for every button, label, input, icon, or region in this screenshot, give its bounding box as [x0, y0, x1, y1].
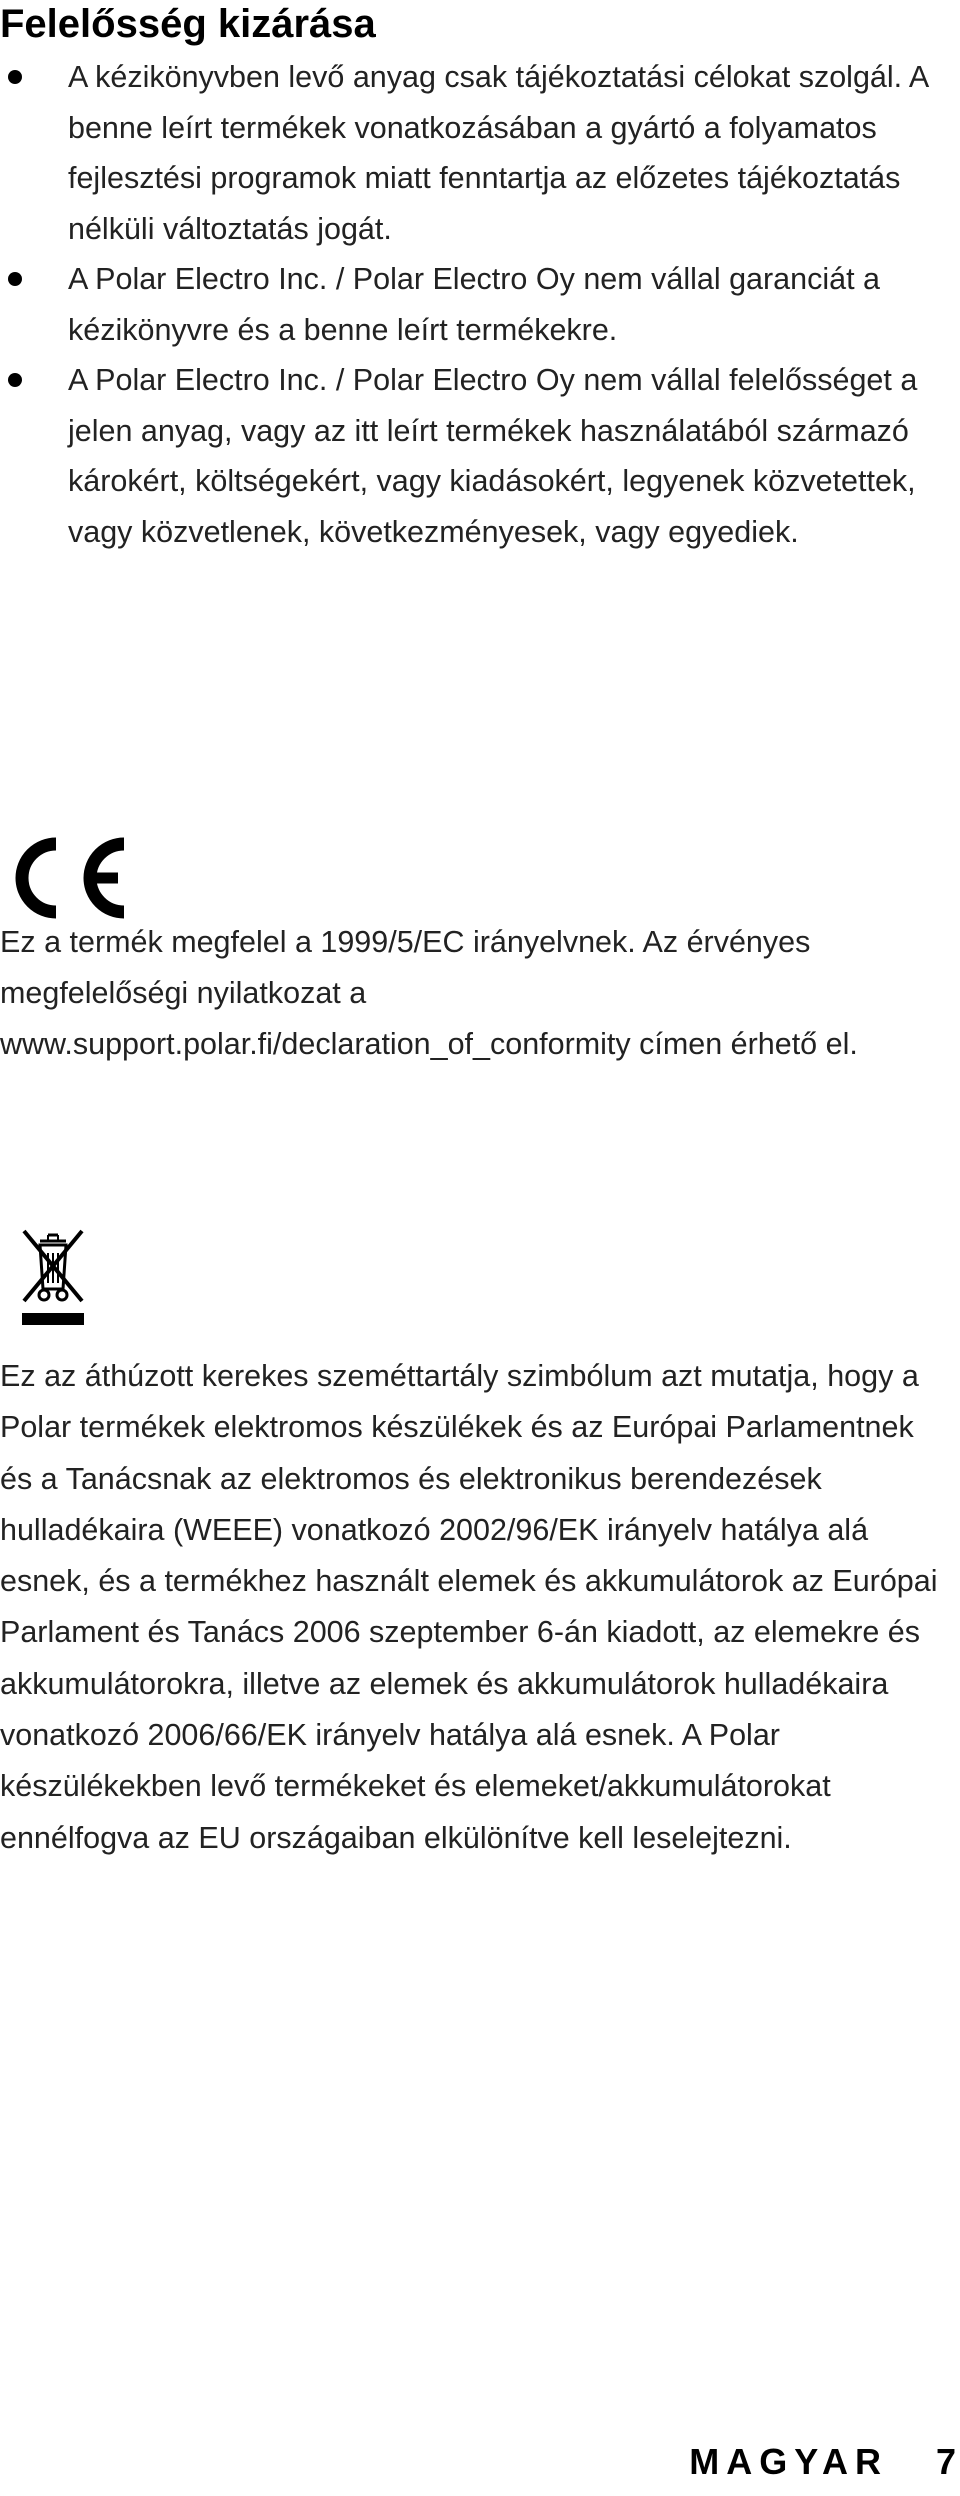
bullet-icon — [8, 373, 22, 387]
list-item-text: A Polar Electro Inc. / Polar Electro Oy nem vállal felelősséget a jelen anyag, vagy az itt leírt termékek használatából származó károkért, költségekért, vagy kiadásokért, legyenek közvetettek, vagy közvetlenek, következményesek, vagy egyediek. — [68, 363, 918, 549]
ce-mark-icon — [0, 832, 132, 924]
bullet-icon — [8, 272, 22, 286]
list-item-text: A Polar Electro Inc. / Polar Electro Oy nem vállal garanciát a kézikönyvre és a benne leírt termékekre. — [68, 262, 881, 347]
page-title: Felelősség kizárása — [0, 2, 376, 46]
list-item — [0, 52, 940, 254]
footer-language: MAGYAR — [689, 2441, 888, 2482]
page-number: 7 — [935, 2441, 956, 2482]
crossed-out-wheelie-bin-icon — [18, 1227, 88, 1327]
list-item-text: A kézikönyvben levő anyag csak tájékoztatási célokat szolgál. A benne leírt termékek vonatkozásában a gyártó a folyamatos fejlesztési programok miatt fenntartja az előzetes tájékoztatás nélküli változtatás jogát. — [68, 60, 928, 246]
disclaimer-list — [0, 52, 940, 557]
ce-conformity-text: Ez a termék megfelel a 1999/5/EC irányelvnek. Az érvényes megfelelőségi nyilatkozat a www.support.polar.fi/declaration_of_conformity címen érhető el. — [0, 925, 858, 1061]
weee-disposal-text: Ez az áthúzott kerekes szeméttartály szimbólum azt mutatja, hogy a Polar termékek elektromos készülékek és az Európai Parlamentnek és a Tanácsnak az elektromos és elektronikus berendezések hulladékaira (WEEE) vonatkozó 2002/96/EK irányelv hatálya alá esnek, és a termékhez használt elemek és akkumulátorok az Európai Parlament és Tanács 2006 szeptember 6-án kiadott, az elemekre és akkumulátorokra, illetve az elemek és akkumulátorok hulladékaira vonatkozó 2006/66/EK irányelv hatálya alá esnek. A Polar készülékekben levő termékeket és elemeket/akkumulátorokat ennélfogva az EU országaiban elkülönítve kell leselejtezni. — [0, 1359, 938, 1855]
list-item — [0, 355, 940, 557]
bullet-icon — [8, 70, 22, 84]
list-item — [0, 254, 940, 355]
page-footer — [689, 2440, 956, 2484]
